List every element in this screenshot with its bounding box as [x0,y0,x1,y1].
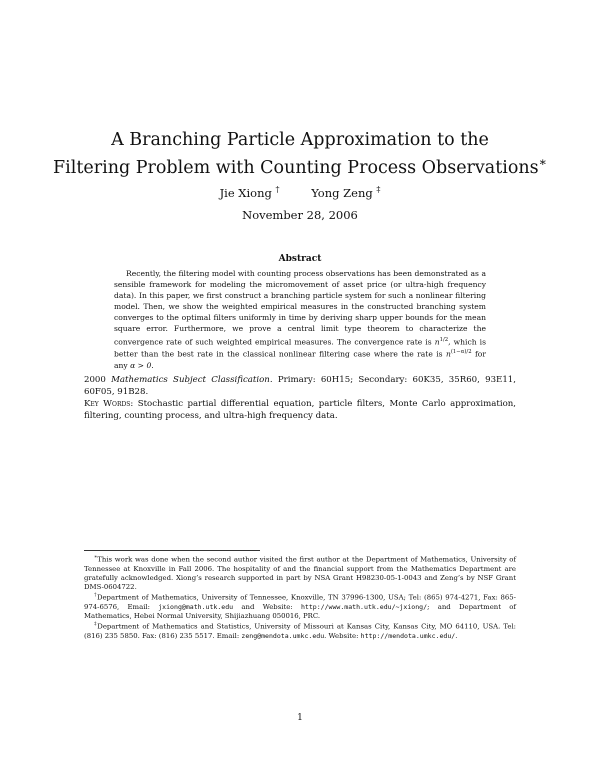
rate1-exp: 1/2 [439,336,449,343]
footnote-2 [84,591,516,621]
title-footnote-mark: ∗ [538,155,547,169]
author-1-name: Jie Xiong [219,185,272,200]
paper-title-line-1: A Branching Particle Approximation to the [111,130,489,150]
author-1 [220,185,280,200]
alpha-condition: α > 0 [130,360,152,370]
msc-label: Mathematics Subject Classification [111,375,270,385]
footnote-2-text-a: Department of Mathematics, University of Tennessee, Knoxville, TN 37996-1300, USA; Tel: (865) 974-4271, Fax: 865-974-6576, Email: [84,593,516,611]
footnote-divider [84,550,260,551]
author-list [0,185,600,200]
footnote-3-text-a: Department of Mathematics and Statistics, University of Missouri at Kansas City, Kansas City, MO 64110, USA. Tel: (816) 235 5850. Fax: (816) 235 5517. Email: [84,622,516,640]
footnote-3-email[interactable]: zeng@mendota.umkc.edu [241,631,325,640]
keywords-text: : Stochastic partial differential equation, particle filters, Monte Carlo approximation, filtering, counting process, and ultra-high frequency data. [84,399,517,421]
paper-title-line-2 [0,151,600,179]
footnote-1-text: This work was done when the second author visited the first author at the Department of Mathematics, University of Tennessee at Knoxville in Fall 2006. The hospitality of and the financial support from the Mathematics Department are gratefully acknowledged. Xiong’s research supported in part by NSA Grant H98230-05-1-0043 and Zeng’s by NSF Grant DMS-0604722. [84,555,516,591]
footnote-3-mark: ‡ [94,622,98,627]
abstract-text-b: , which is better than the best rate in the classical nonlinear filtering case where the rate is [114,337,486,359]
footnote-3 [84,620,516,641]
rate2-base: n [445,349,451,359]
keywords [84,398,516,422]
rate2-exp: (1−α)/2 [450,349,472,356]
author-2-mark: ‡ [376,185,381,194]
footnote-1 [84,553,516,592]
footnote-3-text-c: . [455,631,458,640]
rate1-base: n [434,337,440,347]
msc-classification [84,374,516,398]
msc-year: 2000 [84,375,106,385]
author-2-name: Yong Zeng [311,185,373,200]
paper-date: November 28, 2006 [242,208,358,222]
keywords-label: Key Words [84,399,131,409]
footnote-2-text-b: and Website: [233,602,301,611]
author-2 [311,185,380,200]
abstract-text-d: . [151,360,154,370]
page-number: 1 [297,713,303,723]
author-1-mark: † [275,185,280,194]
footnote-2-email[interactable]: jxiong@math.utk.edu [158,602,234,611]
abstract-heading: Abstract [278,254,322,264]
abstract-text-c: for any [114,349,486,370]
paper-title-line-2-text: Filtering Problem with Counting Process Observations [53,157,539,178]
msc-text: . Primary: 60H15; Secondary: 60K35, 35R60, 93E11, 60F05, 91B28. [84,375,516,397]
footnote-2-mark: † [94,593,97,598]
footnote-2-website[interactable]: http://www.math.utk.edu/~jxiong/ [300,602,428,611]
abstract-body [114,268,486,371]
footnote-3-website[interactable]: http://mendota.umkc.edu/ [360,631,456,640]
footnote-2-text-c: ; and Department of Mathematics, Hebei Normal University, Shijiazhuang 050016, PRC. [84,602,516,620]
footnote-3-text-b: . Website: [324,631,361,640]
abstract-text-a: Recently, the filtering model with counting process observations has been demonstrated as a sensible framework for modeling the micromovement of asset price (or ultra-high frequency data). In this paper, we first construct a branching particle system for such a nonlinear filtering model. Then, we show the weighted empirical measures in the constructed branching system converges to the optimal filters uniformly in time by deriving sharp upper bounds for the mean square error. Furthermore, we prove a central limit type theorem to characterize the convergence rate of such weighted empirical measures. The convergence rate is [114,269,486,347]
footnote-1-mark: ∗ [94,555,98,560]
